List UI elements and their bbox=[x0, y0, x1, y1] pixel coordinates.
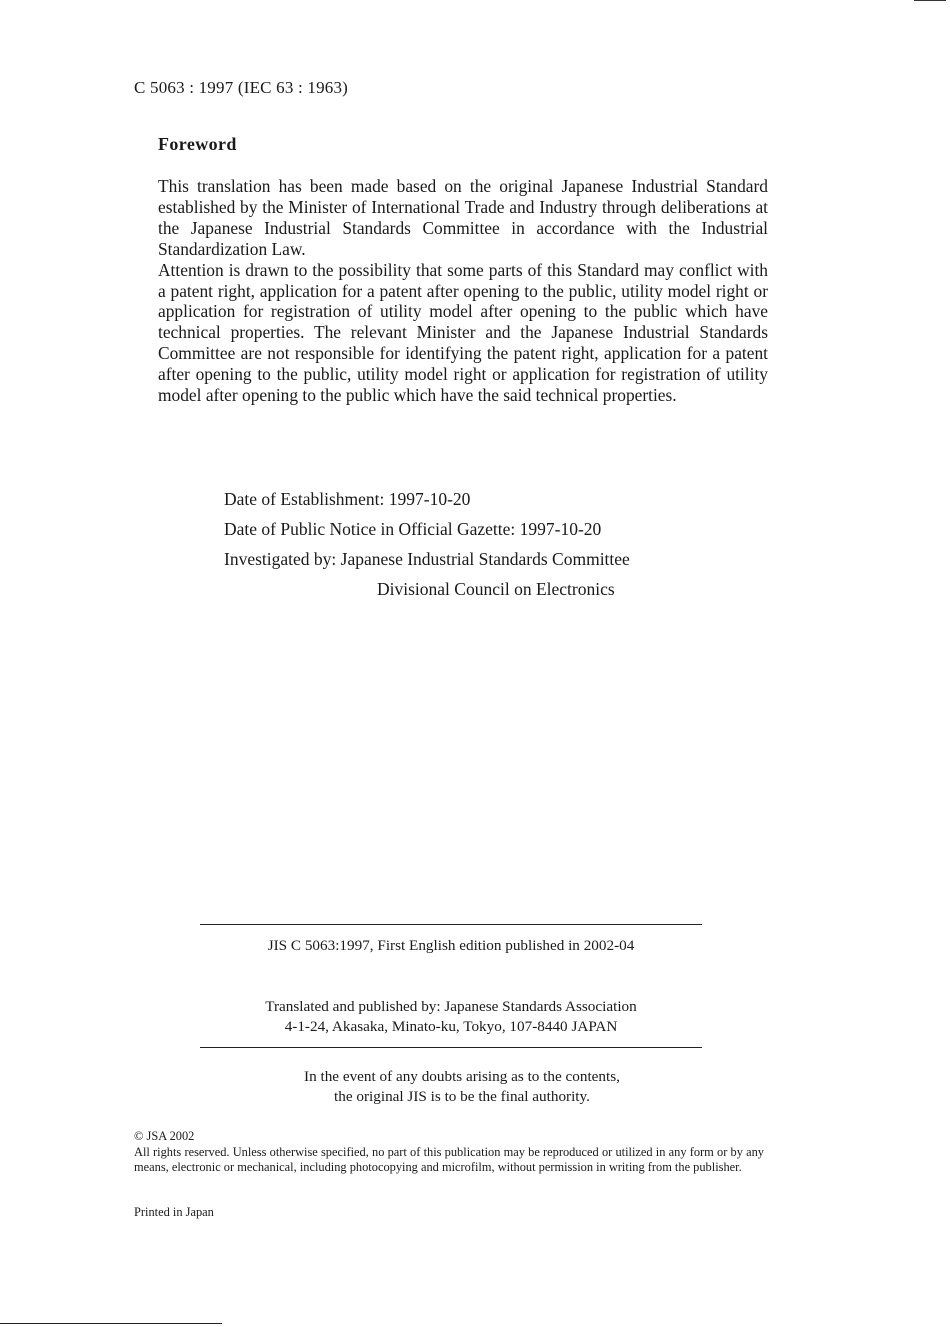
establishment-row bbox=[224, 484, 630, 514]
public-notice-row bbox=[224, 514, 630, 544]
investigated-label: Investigated by: bbox=[224, 549, 337, 569]
public-notice-date: 1997-10-20 bbox=[519, 519, 602, 539]
authority-note bbox=[200, 1067, 724, 1107]
rights-notice: All rights reserved. Unless otherwise specified, no part of this publication may be reproduced or utilized in any form or by any means, electronic or mechanical, including photocopying and microfilm, without permission in writing from the publisher. bbox=[134, 1144, 764, 1174]
edition-note: JIS C 5063:1997, First English edition published in 2002-04 bbox=[267, 937, 635, 954]
translated-by: Translated and published by: Japanese Standards Association bbox=[265, 998, 637, 1015]
establishment-label: Date of Establishment: bbox=[224, 489, 385, 509]
authority-note-line-1: In the event of any doubts arising as to the contents, bbox=[304, 1068, 620, 1085]
establishment-date: 1997-10-20 bbox=[388, 489, 471, 509]
investigated-by: Japanese Industrial Standards Committee bbox=[340, 549, 630, 569]
publisher-address: 4-1-24, Akasaka, Minato-ku, Tokyo, 107-8440 JAPAN bbox=[284, 1018, 618, 1035]
page-bottom-mark bbox=[0, 1323, 222, 1324]
foreword-paragraph-1: This translation has been made based on the original Japanese Industrial Standard established by the Minister of International Trade and Industry through deliberations at the Japanese Industrial Standards Committee in accordance with the Industrial Standardization Law. bbox=[158, 176, 768, 259]
foreword-heading: Foreword bbox=[158, 134, 237, 154]
investigated-council: Divisional Council on Electronics bbox=[377, 579, 615, 599]
foreword-body bbox=[158, 176, 768, 406]
foreword-paragraph-2: Attention is drawn to the possibility that some parts of this Standard may conflict with a patent right, application for a patent after opening to the public, utility model right or application for registration of utility model after opening to the public which have technical properties. The relevant Minister and the Japanese Industrial Standards Committee are not responsible for identifying the patent right, application for a patent after opening to the public, utility model right or application for registration of utility model after opening to the public which have the said technical properties. bbox=[158, 259, 768, 406]
top-divider bbox=[200, 924, 702, 925]
page-corner-mark bbox=[914, 0, 946, 1]
investigated-row bbox=[224, 544, 630, 574]
public-notice-label: Date of Public Notice in Official Gazette: bbox=[224, 519, 516, 539]
establishment-facts bbox=[224, 484, 630, 604]
investigated-council-row bbox=[224, 574, 630, 604]
authority-note-line-2: the original JIS is to be the final authority. bbox=[334, 1088, 590, 1105]
standard-code: C 5063 : 1997 (IEC 63 : 1963) bbox=[134, 78, 349, 97]
copyright-block bbox=[134, 1129, 764, 1176]
publisher-block bbox=[200, 997, 702, 1037]
printed-in: Printed in Japan bbox=[134, 1205, 214, 1219]
bottom-divider bbox=[200, 1047, 702, 1048]
copyright-notice: © JSA 2002 bbox=[134, 1129, 195, 1143]
